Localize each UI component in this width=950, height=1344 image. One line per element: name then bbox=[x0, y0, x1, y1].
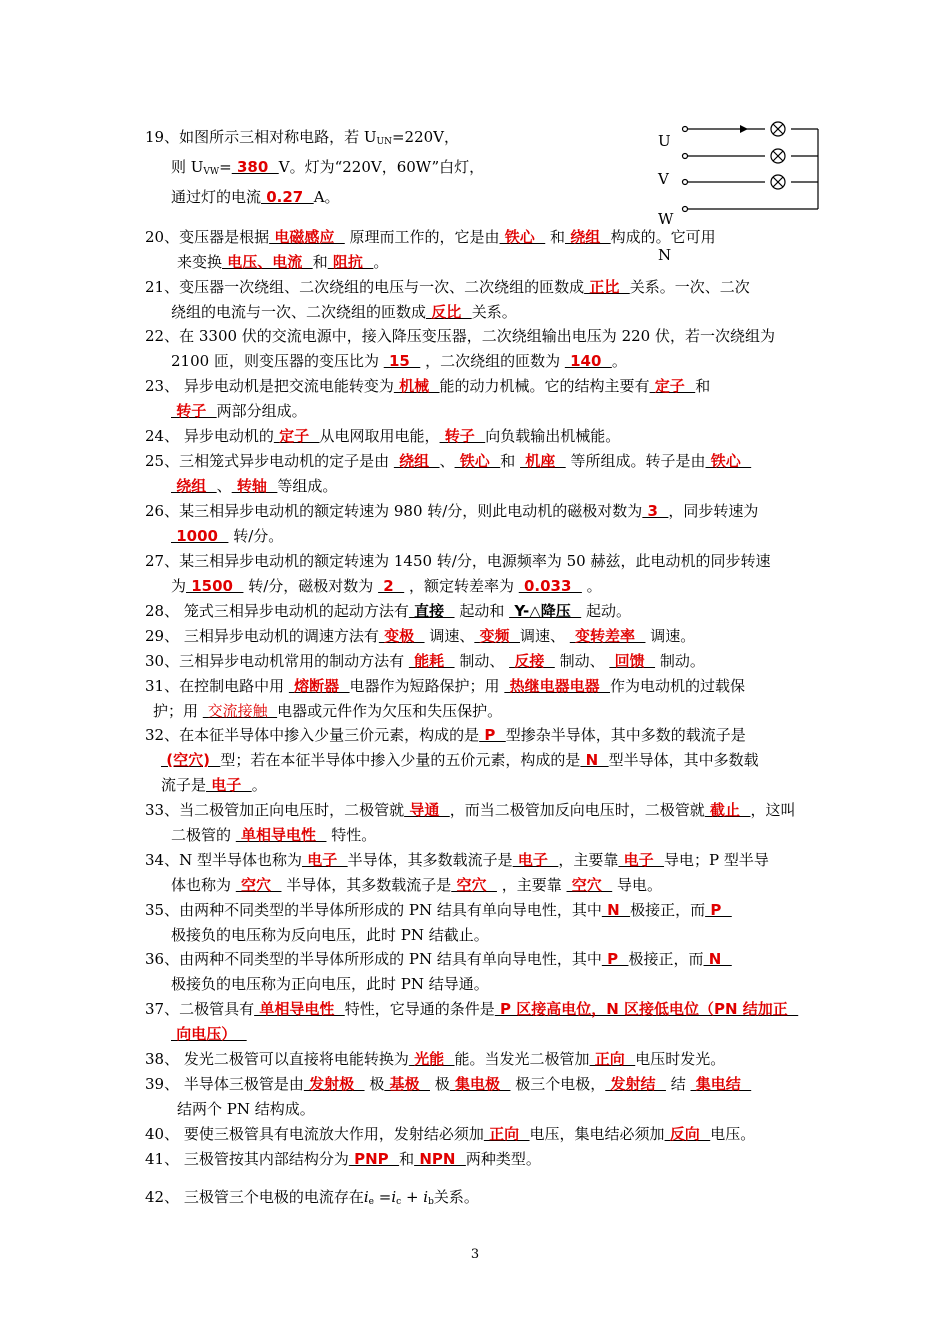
question-37: 37、二极管具有 单相导电性 特性，它导通的条件是 P 区接高电位，N 区接低电位（PN 结加正 向电压） bbox=[145, 1000, 799, 1043]
question-21: 21、变压器一次绕组、二次绕组的电压与一次、二次绕组的匝数成 正比 关系。一次、二次 绕组的电流与一次、二次绕组的匝数成 反比 关系。 bbox=[145, 278, 750, 321]
answer: P bbox=[601, 950, 629, 968]
answer: NPN bbox=[414, 1150, 466, 1168]
answer: 绕组 bbox=[565, 228, 611, 246]
answer: 发射极 bbox=[303, 1075, 365, 1093]
answer: 电磁感应 bbox=[269, 228, 345, 246]
question-36: 36、由两种不同类型的半导体所形成的 PN 结具有单向导电性，其中 P 极接正，而 N 极接负的电压称为正向电压，此时 PN 结导通。 bbox=[145, 950, 732, 993]
answer: 光能 bbox=[408, 1050, 455, 1068]
answer: P bbox=[705, 901, 732, 919]
question-20: 20、变压器是根据 电磁感应 原理而工作的，它是由 铁心 和 绕组 构成的。它可用 来变换 电压、电流 和 阻抗 。 bbox=[145, 228, 716, 271]
answer: 反比 bbox=[426, 303, 472, 321]
answer: 向电压） bbox=[171, 1025, 247, 1043]
answer: N bbox=[703, 950, 732, 968]
label-v: V bbox=[658, 170, 669, 188]
question-31: 31、在控制电路中用 熔断器 电器作为短路保护；用 热继电器电器 作为电动机的过载保 护；用 交流接触 电器或元件作为欠压和失压保护。 bbox=[145, 677, 746, 720]
answer: 单相导电性 bbox=[254, 1000, 345, 1018]
answer: 转子 bbox=[171, 402, 217, 420]
answer: 阻抗 bbox=[327, 253, 374, 271]
question-32: 32、在本征半导体中掺入少量三价元素，构成的是 P 型掺杂半导体，其中多数的载流子是 (空穴) 型；若在本征半导体中掺入少量的五价元素，构成的是 N 型半导体，其中多数载 流子是 电子 。 bbox=[145, 726, 759, 794]
answer: 铁心 bbox=[499, 228, 546, 246]
answer: 熔断器 bbox=[288, 677, 350, 695]
question-41: 41、 三极管按其内部结构分为 PNP 和 NPN 两种类型。 bbox=[145, 1150, 541, 1168]
answer: 正向 bbox=[589, 1050, 636, 1068]
question-19: 19、如图所示三相对称电路，若 $U_{UN}=220V$， 则 $U_{VW}= 380$ V。灯为“220V，60W”白灯， 通过灯的电流 0.27 A。 bbox=[145, 128, 485, 206]
answer: 转轴 bbox=[231, 477, 278, 495]
question-30: 30、三相异步电动机常用的制动方法有 能耗 制动、 反接 制动、 回馈 制动。 bbox=[145, 652, 705, 670]
answer: 直接 bbox=[408, 602, 455, 620]
answer: P 区接高电位，N 区接低电位（PN 结加正 bbox=[494, 1000, 799, 1018]
answer: 380 bbox=[231, 158, 279, 176]
answer: 发射结 bbox=[605, 1075, 666, 1093]
answer: 基极 bbox=[384, 1075, 430, 1093]
answer: 电子 bbox=[206, 776, 252, 794]
answer: 空穴 bbox=[235, 876, 282, 894]
answer: 绕组 bbox=[171, 477, 217, 495]
answer: 变极 bbox=[378, 627, 425, 645]
answer: 15 bbox=[383, 352, 421, 370]
question-42: 42、 三极管三个电极的电流存在$i_e =i_c + i_b$关系。 bbox=[145, 1188, 479, 1207]
answer: 正向 bbox=[483, 1125, 530, 1143]
answer: 电压、电流 bbox=[222, 253, 313, 271]
answer: 电子 bbox=[618, 851, 665, 869]
question-27: 27、某三相异步电动机的额定转速为 1450 转/分，电源频率为 50 赫兹，此电动机的同步转速 为 1500 转/分，磁极对数为 2 ，额定转差率为 0.033 。 bbox=[145, 552, 771, 595]
answer: 电子 bbox=[301, 851, 348, 869]
answer: 集电极 bbox=[449, 1075, 511, 1093]
answer: 导通 bbox=[404, 801, 450, 819]
answer: PNP bbox=[348, 1150, 400, 1168]
answer: 140 bbox=[564, 352, 612, 370]
answer: P bbox=[479, 726, 506, 744]
answer: 变转差率 bbox=[569, 627, 646, 645]
question-39: 39、 半导体三极管是由 发射极 极 基极 极 集电极 极三个电极， 发射结 结 集电结 结两个 PN 结构成。 bbox=[145, 1075, 752, 1118]
answer: 变频 bbox=[474, 627, 520, 645]
answer: 交流接触 bbox=[202, 702, 278, 720]
answer: 空穴 bbox=[566, 876, 613, 894]
answer: 0.27 bbox=[261, 188, 314, 206]
label-n: N bbox=[658, 246, 672, 264]
answer: 单相导电性 bbox=[235, 826, 327, 844]
answer: Y-△降压 bbox=[509, 602, 582, 620]
question-34: 34、N 型半导体也称为 电子 半导体，其多数载流子是 电子 ，主要靠 电子 导电；P 型半导 体也称为 空穴 半导体，其多数载流子是 空穴 ，主要靠 空穴 导电。 bbox=[145, 851, 769, 894]
question-25: 25、三相笼式异步电动机的定子是由 绕组 、 铁心 和 机座 等所组成。转子是由 铁心 绕组 、 转轴 等组成。 bbox=[145, 452, 752, 495]
label-u: U bbox=[658, 132, 671, 150]
answer: 正比 bbox=[584, 278, 630, 296]
answer: N bbox=[580, 751, 609, 769]
answer: 能耗 bbox=[408, 652, 455, 670]
question-28: 28、 笼式三相异步电动机的起动方法有 直接 起动和 Y-△降压 起动。 bbox=[145, 602, 631, 620]
answer: 集电结 bbox=[690, 1075, 752, 1093]
page-number: 3 bbox=[470, 1247, 480, 1262]
answer: 回馈 bbox=[609, 652, 656, 670]
question-24: 24、 异步电动机的 定子 从电网取用电能， 转子 向负载输出机械能。 bbox=[145, 427, 621, 445]
answer: 转子 bbox=[439, 427, 486, 445]
question-33: 33、当二极管加正向电压时，二极管就 导通 ，而当二极管加反向电压时，二极管就 截止 ，这叫 二极管的 单相导电性 特性。 bbox=[145, 801, 796, 844]
current-arrow-icon bbox=[740, 125, 748, 133]
question-40: 40、 要使三极管具有电流放大作用，发射结必须加 正向 电压，集电结必须加 反向 电压。 bbox=[145, 1125, 756, 1143]
answer: 0.033 bbox=[518, 577, 582, 595]
answer: 反接 bbox=[509, 652, 555, 670]
answer: 绕组 bbox=[393, 452, 440, 470]
answer: 1500 bbox=[186, 577, 244, 595]
answer: 1000 bbox=[171, 527, 229, 545]
answer: 机械 bbox=[393, 377, 440, 395]
answer: 热继电器电器 bbox=[504, 677, 611, 695]
answer: 机座 bbox=[520, 452, 566, 470]
question-35: 35、由两种不同类型的半导体所形成的 PN 结具有单向导电性，其中 N 极接正，而 P 极接负的电压称为反向电压，此时 PN 结截止。 bbox=[145, 901, 732, 944]
question-38: 38、 发光二极管可以直接将电能转换为 光能 能。当发光二极管加 正向 电压时发光。 bbox=[145, 1050, 726, 1068]
question-22: 22、在 3300 伏的交流电源中，接入降压变压器，二次绕组输出电压为 220 伏，若一次绕组为 2100 匝，则变压器的变压比为 15 ，二次绕组的匝数为 140 。 bbox=[145, 327, 775, 370]
answer: 反向 bbox=[664, 1125, 711, 1143]
answer: 2 bbox=[378, 577, 405, 595]
answer: 3 bbox=[642, 502, 669, 520]
answer: 空穴 bbox=[451, 876, 497, 894]
answer: 截止 bbox=[704, 801, 751, 819]
question-26: 26、某三相异步电动机的额定转速为 980 转/分，则此电动机的磁极对数为 3 ，同步转速为 1000 转/分。 bbox=[145, 502, 759, 545]
answer: 电子 bbox=[512, 851, 559, 869]
question-23: 23、 异步电动机是把交流电能转变为 机械 能的动力机械。它的结构主要有 定子 和 转子 两部分组成。 bbox=[145, 377, 711, 420]
question-29: 29、 三相异步电动机的调速方法有 变极 调速、 变频 调速、 变转差率 调速。 bbox=[145, 627, 696, 645]
label-w: W bbox=[658, 210, 674, 228]
answer: N bbox=[601, 901, 631, 919]
answer: 定子 bbox=[273, 427, 320, 445]
answer: 铁心 bbox=[454, 452, 501, 470]
answer: 定子 bbox=[649, 377, 696, 395]
answer: (空穴) bbox=[161, 751, 221, 769]
answer: 铁心 bbox=[705, 452, 752, 470]
